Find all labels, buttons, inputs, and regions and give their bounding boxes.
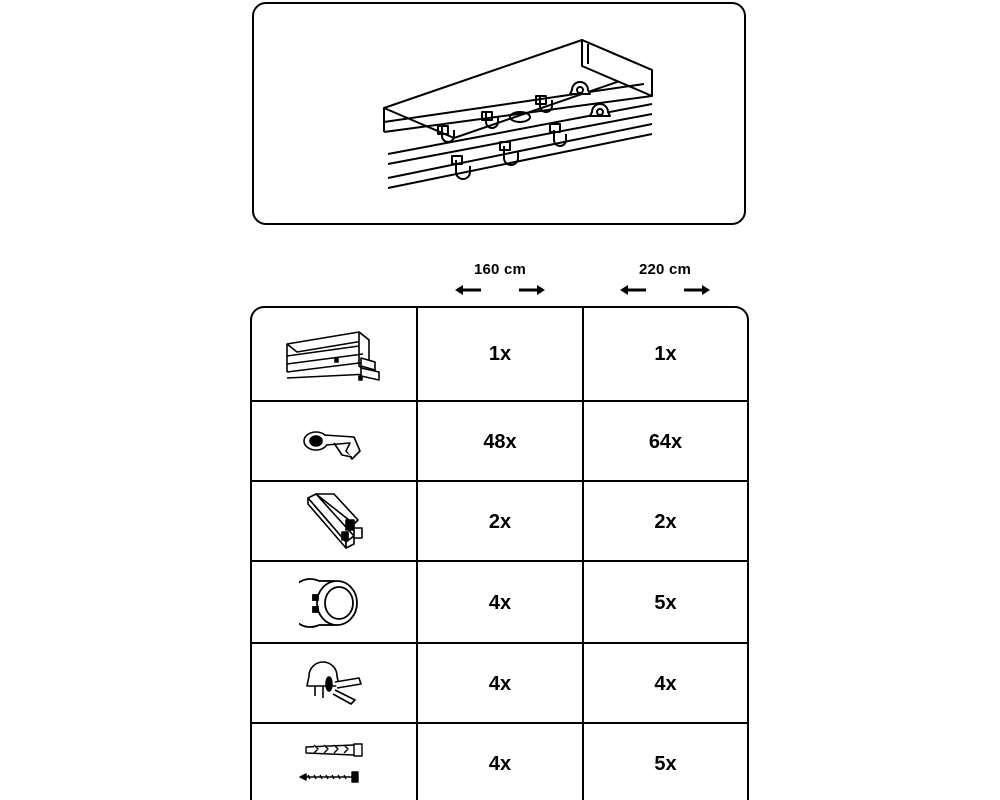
table-row xyxy=(252,722,747,800)
qty-220: 1x xyxy=(654,342,677,365)
part-image-cell xyxy=(252,644,416,724)
length-arrows-icon xyxy=(455,280,545,300)
qty-160: 4x xyxy=(488,591,512,614)
qty-220-cell xyxy=(582,308,747,400)
qty-160-cell xyxy=(416,644,582,724)
column-label-220: 220 cm xyxy=(638,261,692,278)
part-image-cell xyxy=(252,402,416,482)
qty-160-cell xyxy=(416,308,582,400)
qty-160-cell xyxy=(416,724,582,800)
end-stop-icon xyxy=(299,656,369,712)
qty-160: 1x xyxy=(488,342,512,365)
qty-220-cell xyxy=(582,482,747,562)
qty-220: 2x xyxy=(654,510,677,533)
qty-160: 4x xyxy=(488,672,512,695)
column-header-220 xyxy=(605,261,725,300)
table-row xyxy=(252,560,747,644)
wall-plug-and-screw-icon xyxy=(294,739,374,789)
column-label-160: 160 cm xyxy=(473,261,527,278)
qty-220: 5x xyxy=(654,752,677,775)
qty-220: 4x xyxy=(654,672,677,695)
qty-220: 64x xyxy=(648,430,683,453)
curtain-track-illustration xyxy=(254,4,748,227)
part-image-cell xyxy=(252,724,416,800)
part-image-cell xyxy=(252,482,416,562)
overview-illustration-panel xyxy=(252,2,746,225)
qty-160: 48x xyxy=(483,430,517,453)
table-row xyxy=(252,308,747,400)
table-row xyxy=(252,642,747,724)
end-cap-icon xyxy=(294,490,374,554)
qty-160: 2x xyxy=(488,510,512,533)
part-image-cell xyxy=(252,308,416,400)
track-rail-icon xyxy=(279,324,389,384)
qty-220: 5x xyxy=(654,591,677,614)
runner-hook-icon xyxy=(294,417,374,467)
length-arrows-icon xyxy=(620,280,710,300)
qty-160: 4x xyxy=(488,752,512,775)
qty-160-cell xyxy=(416,482,582,562)
parts-table xyxy=(250,306,749,800)
qty-220-cell xyxy=(582,402,747,482)
table-row xyxy=(252,480,747,562)
qty-160-cell xyxy=(416,562,582,644)
table-row xyxy=(252,400,747,482)
part-image-cell xyxy=(252,562,416,644)
qty-220-cell xyxy=(582,644,747,724)
qty-160-cell xyxy=(416,402,582,482)
column-header-160 xyxy=(440,261,560,300)
qty-220-cell xyxy=(582,724,747,800)
qty-220-cell xyxy=(582,562,747,644)
ring-clip-icon xyxy=(299,573,369,633)
